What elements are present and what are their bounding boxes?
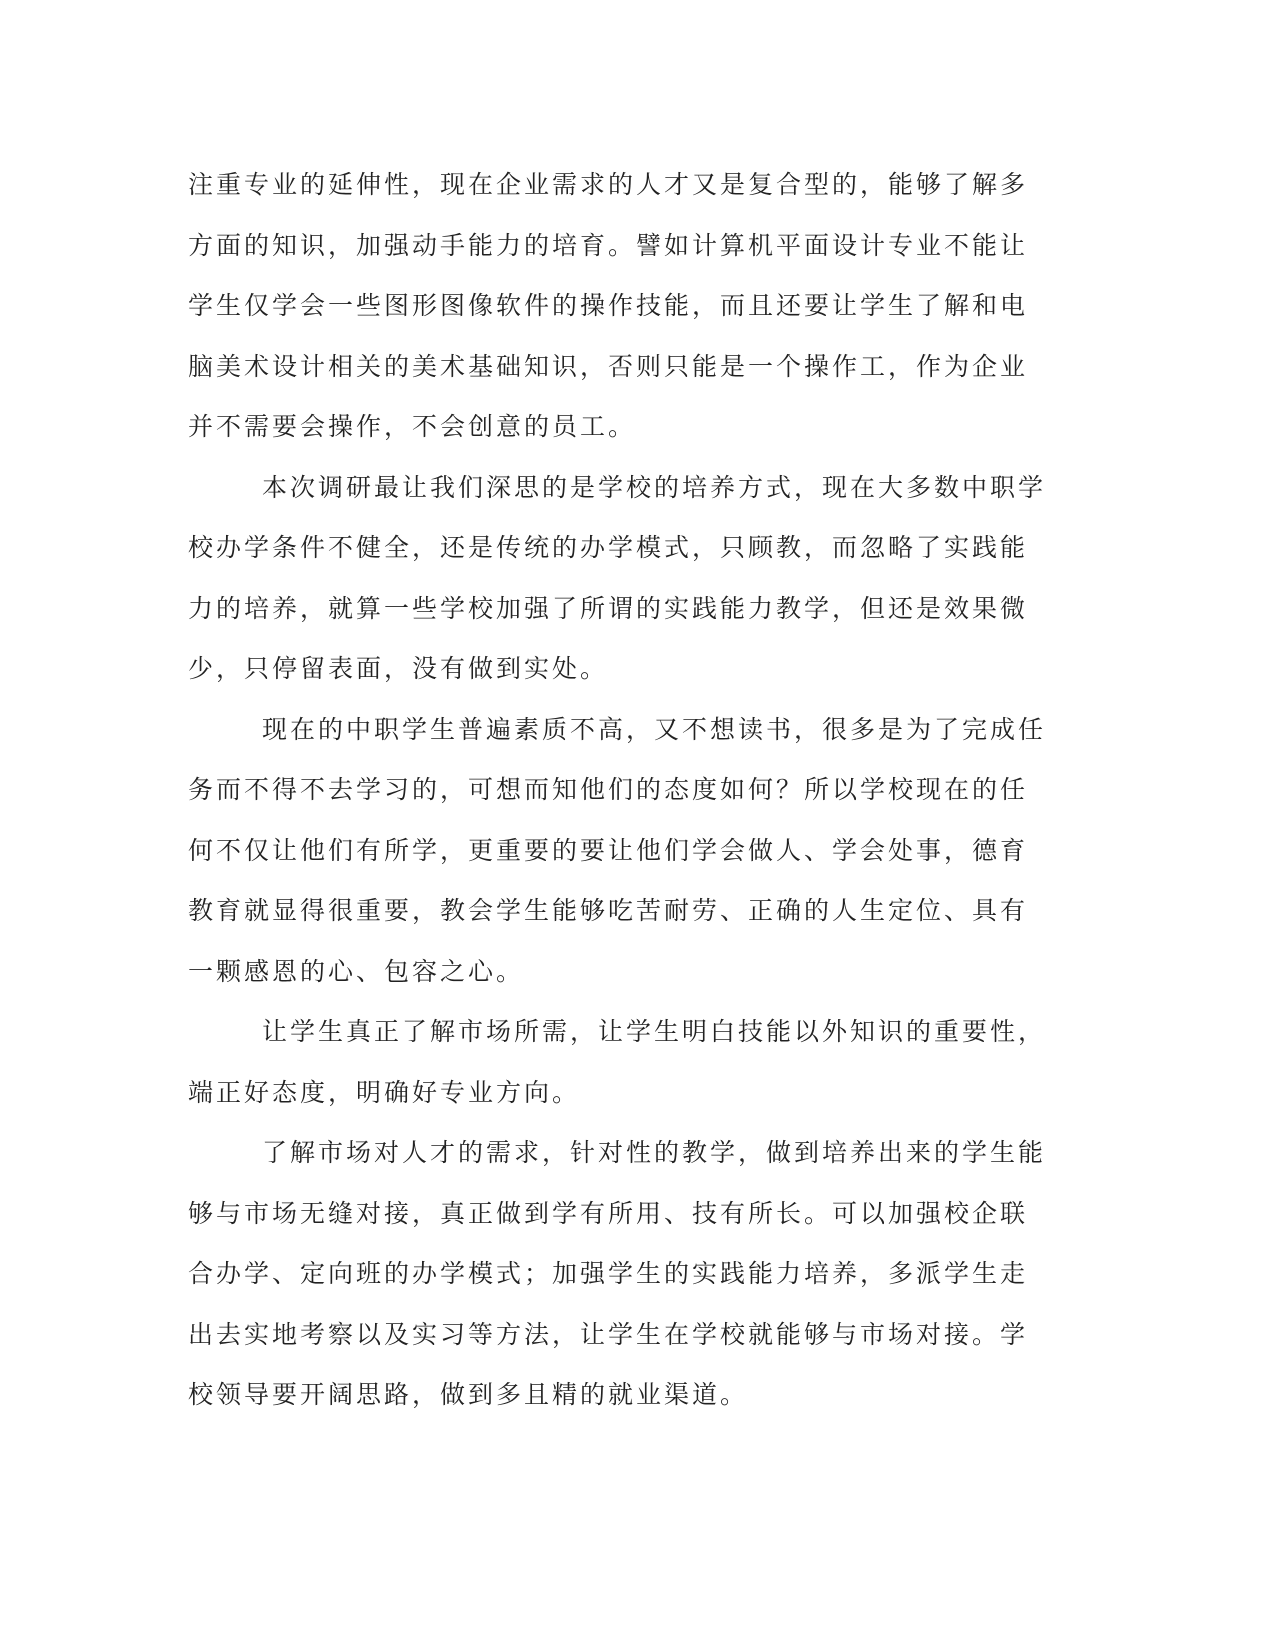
paragraph-1-line-2: 方面的知识，加强动手能力的培育。譬如计算机平面设计专业不能让 [188,230,1029,260]
paragraph-3-line-5: 一颗感恩的心、包容之心。 [188,956,525,986]
document-body [188,155,1068,1426]
paragraph-1-line-3: 学生仅学会一些图形图像软件的操作技能，而且还要让学生了解和电 [188,291,1029,320]
paragraph-2-line-3: 力的培养，就算一些学校加强了所谓的实践能力教学，但还是效果微 [188,593,1029,623]
paragraph-2-line-4: 少，只停留表面，没有做到实处。 [188,654,609,683]
paragraph-5-line-4: 出去实地考察以及实习等方法，让学生在学校就能够与市场对接。学 [188,1319,1029,1349]
paragraph-5-line-1: 了解市场对人才的需求，针对性的教学，做到培养出来的学生能 [262,1138,1047,1167]
paragraph-5-line-2: 够与市场无缝对接，真正做到学有所用、技有所长。可以加强校企联 [188,1198,1029,1228]
paragraph-4-line-1: 让学生真正了解市场所需，让学生明白技能以外知识的重要性， [262,1017,1047,1046]
paragraph-5-line-5: 校领导要开阔思路，做到多且精的就业渠道。 [188,1380,749,1409]
paragraph-2-line-1: 本次调研最让我们深思的是学校的培养方式，现在大多数中职学 [262,472,1047,502]
paragraph-1-line-5: 并不需要会操作，不会创意的员工。 [188,412,637,441]
paragraph-2-line-2: 校办学条件不健全，还是传统的办学模式，只顾教，而忽略了实践能 [188,533,1029,562]
paragraph-1-line-4: 脑美术设计相关的美术基础知识，否则只能是一个操作工，作为企业 [188,351,1029,381]
paragraph-3-line-2: 务而不得不去学习的，可想而知他们的态度如何？所以学校现在的任 [188,775,1029,804]
paragraph-1-line-1: 注重专业的延伸性，现在企业需求的人才又是复合型的，能够了解多 [188,170,1029,199]
paragraph-3-line-3: 何不仅让他们有所学，更重要的要让他们学会做人、学会处事，德育 [188,835,1029,865]
paragraph-3-line-4: 教育就显得很重要，教会学生能够吃苦耐劳、正确的人生定位、具有 [188,896,1029,925]
paragraph-5-line-3: 合办学、定向班的办学模式；加强学生的实践能力培养，多派学生走 [188,1259,1029,1288]
paragraph-3-line-1: 现在的中职学生普遍素质不高，又不想读书，很多是为了完成任 [262,714,1047,744]
paragraph-4-line-2: 端正好态度，明确好专业方向。 [188,1077,581,1107]
